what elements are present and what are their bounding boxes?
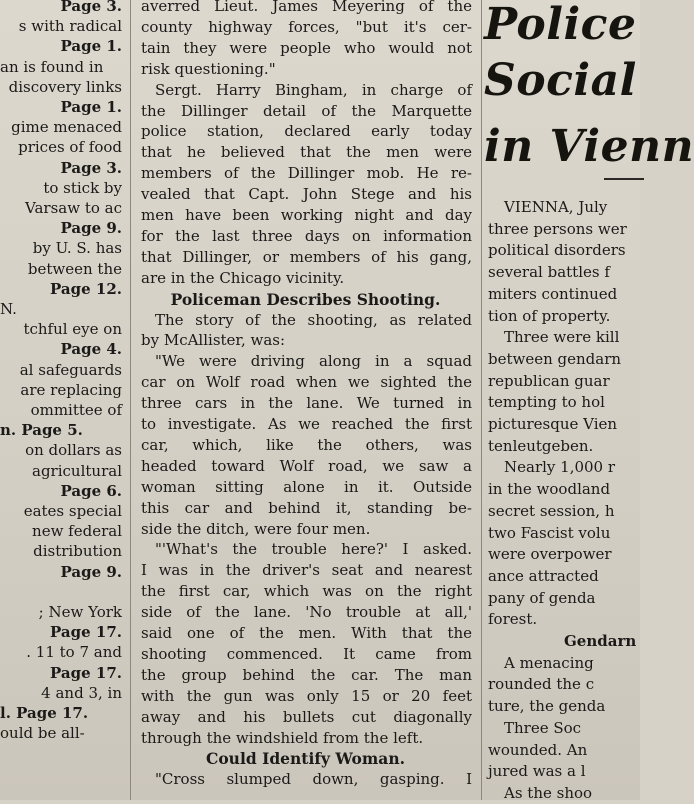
- index-line: tchful eye on: [23, 320, 122, 339]
- index-page-ref: Page 3.: [60, 0, 122, 15]
- article-line: As the shoo: [504, 783, 593, 802]
- article-line: car, which, like the others, was: [141, 435, 472, 454]
- index-line: agricultural: [32, 461, 122, 480]
- article-line: Sergt. Harry Bingham, in charge of: [155, 80, 472, 99]
- article-column: [133, 0, 478, 800]
- article-line: by McAllister, was:: [141, 331, 286, 350]
- index-line: 4 and 3, in: [41, 683, 122, 702]
- article-line: Nearly 1,000 r: [504, 458, 616, 477]
- subheading: Could Identify Woman.: [206, 749, 405, 769]
- article-line: to investigate. As we reached the first: [141, 415, 472, 433]
- article-line: political disorders: [488, 241, 626, 260]
- index-page-ref: Page 1.: [60, 37, 122, 56]
- article-line: "We were driving along in a squad: [155, 352, 472, 371]
- column-rule: [481, 0, 482, 800]
- index-page-ref: l. Page 17.: [0, 704, 89, 722]
- index-line: Varsaw to ac: [25, 199, 122, 217]
- headline-line: Social: [484, 55, 637, 106]
- index-line: prices of food: [18, 138, 122, 157]
- article-line: rounded the c: [488, 675, 595, 694]
- article-line: republican guar: [488, 371, 610, 390]
- article-line: for the last three days on information: [141, 226, 472, 245]
- article-line: several battles f: [488, 263, 610, 282]
- index-line: ould be all-: [0, 724, 85, 743]
- index-line: an is found in: [0, 57, 104, 76]
- article-line: pany of genda: [488, 588, 596, 607]
- index-line: N.: [0, 300, 17, 318]
- index-page-ref: Page 3.: [60, 158, 122, 177]
- index-column: [0, 0, 127, 800]
- headline-line: in Vienn: [484, 121, 694, 172]
- article-line: jured was a l: [488, 762, 586, 781]
- article-line: woman sitting alone in it. Outside: [141, 477, 472, 496]
- index-line: ommittee of: [30, 401, 122, 419]
- article-line: two Fascist volu: [488, 523, 611, 542]
- article-line: that Dillinger, or members of his gang,: [141, 247, 472, 266]
- index-line: al safeguards: [19, 360, 122, 379]
- article-line: tenleutgeben.: [488, 436, 594, 455]
- index-line: eates special: [23, 502, 122, 520]
- article-line: said one of the men. With that the: [141, 624, 472, 642]
- article-line: ture, the genda: [488, 697, 606, 716]
- article-line: through the windshield from the left.: [141, 728, 424, 747]
- index-page-ref: Page 12.: [50, 279, 122, 298]
- article-line: "'What's the trouble here?' I asked.: [155, 540, 472, 559]
- article-line: are in the Chicago vicinity.: [141, 268, 345, 287]
- index-page-ref: Page 17.: [50, 663, 122, 682]
- article-line: three cars in the lane. We turned in: [141, 394, 472, 413]
- index-line: gime menaced: [11, 118, 122, 137]
- article-line: tain they were people who would not: [141, 38, 472, 57]
- article-line: three persons wer: [488, 219, 627, 238]
- index-page-ref: Page 9.: [60, 219, 122, 238]
- article-line: away and his bullets cut diagonally: [141, 707, 472, 726]
- article-line: with the gun was only 15 or 20 feet: [141, 686, 472, 705]
- index-line: discovery links: [8, 77, 122, 96]
- article-line: miters continued: [488, 284, 618, 303]
- article-line: "Cross slumped down, gasping. I: [155, 770, 472, 789]
- article-line: the group behind the car. The man: [141, 665, 472, 684]
- article-line: car on Wolf road when we sighted the: [141, 373, 472, 392]
- index-page-ref: Page 9.: [60, 562, 122, 581]
- index-line: distribution: [33, 542, 122, 561]
- headline-line: Police: [484, 0, 637, 50]
- article-line: members of the Dillinger mob. He re-: [141, 164, 472, 183]
- column-rule: [130, 0, 131, 800]
- article-line: Three were kill: [504, 328, 620, 347]
- index-line: ; New York: [38, 603, 122, 621]
- article-line: between gendarn: [488, 349, 622, 368]
- index-line: to stick by: [43, 178, 122, 197]
- article-line: tempting to hol: [488, 393, 605, 412]
- article-line: police station, declared early today: [141, 122, 472, 141]
- article-line: this car and behind it, standing be-: [141, 498, 472, 517]
- article-line: the first car, which was on the right: [141, 582, 472, 601]
- index-line: by U. S. has: [32, 239, 122, 258]
- index-line: are replacing: [20, 380, 122, 399]
- article-line: tion of property.: [488, 306, 611, 325]
- subheading: Gendarn: [564, 632, 637, 650]
- article-line: secret session, h: [488, 501, 615, 520]
- article-line: VIENNA, July: [504, 198, 608, 216]
- article-line: The story of the shooting, as related: [155, 310, 472, 329]
- article-line: side the ditch, were four men.: [141, 519, 371, 538]
- article-line: averred Lieut. James Meyering of the: [141, 0, 472, 15]
- article-line: forest.: [488, 610, 538, 629]
- article-line: side of the lane. 'No trouble at all,': [141, 603, 472, 622]
- article-line: county highway forces, "but it's cer-: [141, 17, 472, 36]
- article-line: headed toward Wolf road, we saw a: [141, 456, 472, 475]
- article-line: in the woodland: [488, 480, 611, 499]
- index-page-ref: Page 6.: [60, 481, 122, 500]
- subheading: Policeman Describes Shooting.: [170, 289, 441, 309]
- index-line: between the: [27, 259, 122, 278]
- index-page-ref: Page 4.: [60, 340, 122, 359]
- article-line: shooting commenced. It came from: [141, 644, 472, 663]
- index-line: s with radical: [18, 17, 122, 36]
- index-line: on dollars as: [25, 441, 122, 460]
- article-line: Three Soc: [504, 718, 582, 737]
- article-line: wounded. An: [488, 740, 588, 759]
- article-line: men have been working night and day: [141, 206, 472, 224]
- index-page-ref: Page 1.: [60, 98, 122, 116]
- vienna-article-column: [484, 0, 694, 802]
- article-line: ance attracted: [488, 566, 599, 585]
- article-line: risk questioning.": [141, 59, 276, 78]
- headline-divider: [604, 178, 644, 180]
- index-line: new federal: [32, 522, 122, 541]
- article-line: picturesque Vien: [488, 415, 618, 433]
- article-line: A menacing: [504, 653, 594, 672]
- index-line: . 11 to 7 and: [26, 643, 122, 662]
- article-line: vealed that Capt. John Stege and his: [141, 185, 472, 204]
- article-line: the Dillinger detail of the Marquette: [141, 101, 472, 120]
- article-line: that he believed that the men were: [141, 143, 472, 162]
- index-page-ref: Page 17.: [50, 623, 122, 642]
- article-line: were overpower: [488, 545, 612, 564]
- index-page-ref: n. Page 5.: [0, 421, 83, 440]
- article-line: I was in the driver's seat and nearest: [141, 561, 472, 580]
